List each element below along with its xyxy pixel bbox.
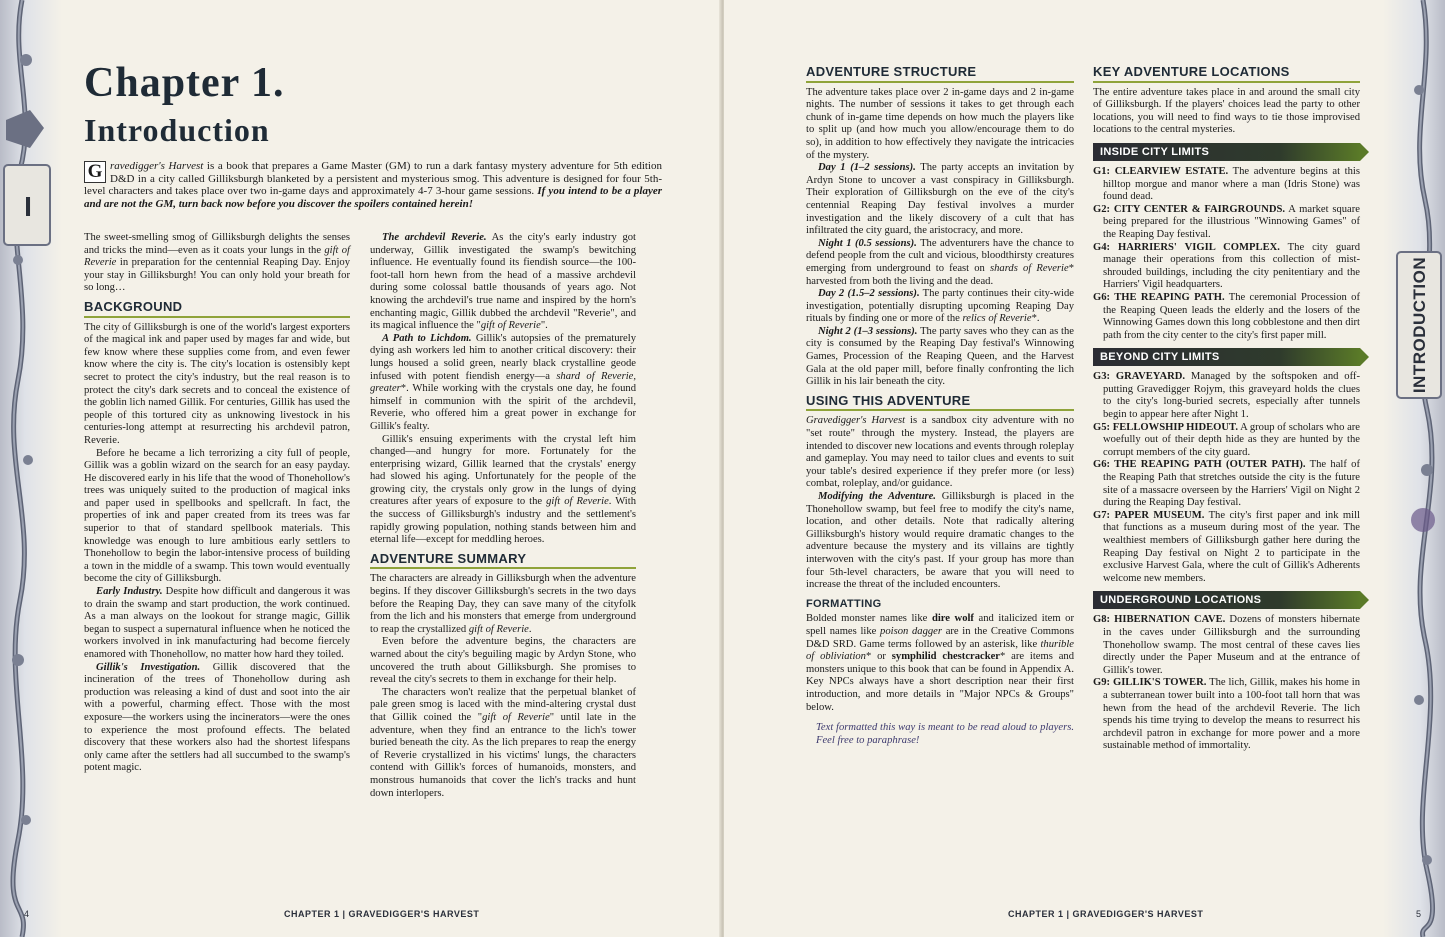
intro-text: is a book that prepares a Game Master (GM) to run a dark fantasy mystery adventure for 5th edition D&D in a city called Gilliksburgh blanketed by a persistent and mysterious smog. This adventure is designed for four 5th-level characters and takes place over two in-game days and approximately 4-7 3-hour game sessions.: [84, 160, 662, 198]
chapter-title-line1: Chapter 1.: [84, 60, 285, 106]
flavor-paragraph: The sweet-smelling smog of Gilliksburgh delights the senses and tricks the mind—even as it coats your lungs in the gift of Reverie in preparation for the centennial Reaping Day. Enjoy your stay in Gilliksburgh! You can only hold your breath for so long…: [84, 232, 350, 294]
lichdom-paragraph: A Path to Lichdom. Gillik's autopsies of the prematurely dying ash workers led him to another critical discovery: their lungs housed a solid green, nearly black crystalline geode infused with potent fiendish energy—a shard of Reverie, greater*. While working with the crystals one day, he found himself in communion with the spirit of the archdevil, Reverie, who offered him a great power in exchange for Gillik's fealty.: [370, 332, 636, 432]
ornament-vine-icon: [1383, 0, 1445, 937]
ornamental-border-left: [0, 0, 62, 937]
modifying-paragraph: Modifying the Adventure. Gilliksburgh is placed in the Thonehollow swamp, but feel free to modify the city's name, location, and other details. Note that radically altering Gilliksburgh's history would require dramatic changes to the adventure because the mystery and its villains are tightly interwoven with the city's past. If your group has more than four 5th-level characters, be aware that you will need to increase the threat of the included encounters.: [806, 491, 1074, 591]
left-page: [0, 0, 721, 937]
column-3: [806, 66, 1074, 747]
location-g5: G5: FELLOWSHIP HIDEOUT. A group of scholars who are woefully out of their depth hide as they are hunted by the corrupt members of the city guard.: [1093, 421, 1360, 458]
early-industry-paragraph: Early Industry. Despite how difficult and dangerous it was to drain the swamp and start production, the work continued. As a man always on the lookout for strange magic, Gillik began to suspect a supernatural influence when he noticed the workers involved in ink manufacturing had become fiercely enamored with Thonehollow, no matter how hard they toiled.: [84, 586, 350, 660]
structure-paragraph: The adventure takes place over 2 in-game days and 2 in-game nights. The number of sessions it takes to get through each chunk of in-game time depends on how much the players like to split up (and how much you allow/encourage them to do so), in addition to how effectively they navigate the intricacies of the mystery.: [806, 86, 1074, 161]
summary-paragraph-1: The characters are already in Gilliksburgh when the adventure begins. If they discover Gilliksburgh's secrets in the two days before the Reaping Day, they can save many of the cityfolk from the lich and his monsters that emerge from underground to reap the crystallized gift of Reverie.: [370, 573, 636, 635]
heading-key-locations: KEY ADVENTURE LOCATIONS: [1093, 66, 1360, 83]
archdevil-paragraph: The archdevil Reverie. As the city's early industry got underway, Gillik investigated the swamp's bewitching influence. He eventually found its fiendish source—the 100-foot-tall horn hewn from the head of a massive archdevil during some colossal battle thousands of years ago. Not knowing the archdevil's true name and inspired by the horn's enchanting magic, Gillik dubbed the archdevil "Reverie", and its magical influence the "gift of Reverie".: [370, 232, 636, 332]
location-g1: G1: CLEARVIEW ESTATE. The adventure begins at this hilltop morgue and manor where a man (Idris Stone) was found dead.: [1093, 165, 1360, 203]
section-side-tab: [1401, 255, 1439, 395]
footer-left: CHAPTER 1 | GRAVEDIGGER'S HARVEST: [284, 909, 480, 919]
read-aloud-example: Text formatted this way is meant to be read aloud to players. Feel free to paraphrase!: [816, 722, 1074, 746]
ornamental-border-right: [1383, 0, 1445, 937]
location-g6: G6: THE REAPING PATH. The ceremonial Procession of the Reaping Queen leads the elderly and the losers of the Winnowing Games down this long cobblestone and then dirt path from the city center to the city's first paper mill.: [1093, 291, 1361, 341]
location-g2: G2: CITY CENTER & FAIRGROUNDS. A market square being prepared for the illustrious "Winnowing Games" of the Reaping Day festival.: [1093, 203, 1360, 240]
chapter-title-line2: Introduction: [84, 112, 270, 148]
background-paragraph-1: The city of Gilliksburgh is one of the world's largest exporters of the magical ink and paper used by mages far and wide, but few know where these supplies come from, and even fewer know where the city is. The city's location is ostensibly kept secret to protect the city's industry, but the real reason is to protect the city's dark secrets and to conceal the existence of the goblin lich named Gillik. For centuries, Gillik has used the people of this tortured city as unknowing livestock in his centuries-long attempt at resurrecting his archdevil patron, Reverie.: [84, 321, 350, 446]
banner-beyond-city-limits: BEYOND CITY LIMITS: [1093, 348, 1360, 366]
footer-right: CHAPTER 1 | GRAVEDIGGER'S HARVEST: [1008, 909, 1204, 919]
location-g3: G3: GRAVEYARD. Managed by the softspoken and off-putting Gravedigger Rojym, this graveyard holds the clues to the city's long-buried secrets, especially after tunnels begin to appear here after Night 1.: [1093, 371, 1360, 421]
summary-paragraph-3: The characters won't realize that the perpetual blanket of pale green smog is laced with the mind-altering crystal dust that Gillik coined the "gift of Reverie" until late in the adventure, when they find an entrance to the lich's tower buried beneath the city. As the lich prepares to reap the energy of Reverie crystallized in his victims' lungs, the characters contend with Gillik's forces of humanoids, monsters, and monstrous humanoids that cover the lich's tracks and hunt down interlopers.: [370, 686, 636, 799]
chapter-title: [84, 62, 285, 146]
intro-title-italic: ravedigger's Harvest: [110, 160, 204, 172]
location-g7: G7: PAPER MUSEUM. The city's first paper and ink mill that functions as a museum during most of the year. The wealthiest members of Gilliksburgh gather here during the Reaping Day festival on Night 2 to participate in the exclusive Harvest Gala, where the cult of Gillik's Adherents welcome new members.: [1093, 509, 1360, 584]
page-number-right: 5: [1415, 909, 1421, 919]
page-number-left: 4: [24, 909, 30, 919]
using-paragraph: Gravedigger's Harvest is a sandbox city adventure with no "set route" through the mystery. Instead, the players are intended to discover new locations and events through roleplay and gameplay. You may need to tailor clues and events to suit your table's desired experience if they prefer more (or less) combat, roleplay, and/or guidance.: [806, 415, 1074, 490]
day2-paragraph: Day 2 (1.5–2 sessions). The party continues their city-wide investigation, potentially disrupting upcoming Reaping Day rituals by finding one or more of the relics of Reverie*.: [806, 288, 1074, 325]
locations-paragraph: The entire adventure takes place in and around the small city of Gilliksburgh. If the players' choices lead the party to other locations, you will need to find ways to tie those improvised locations to the central mysteries.: [1093, 86, 1360, 136]
side-tab-label: INTRODUCTION: [1410, 256, 1430, 394]
column-4: [1093, 66, 1360, 753]
location-g4: G4: HARRIERS' VIGIL COMPLEX. The city guard manage their operations from this collection of mist-shrouded buildings, including the city penitentiary and the Harriers' Vigil headquarters.: [1093, 241, 1361, 291]
banner-underground-locations: UNDERGROUND LOCATIONS: [1093, 591, 1360, 609]
day1-paragraph: Day 1 (1–2 sessions). The party accepts an invitation by Ardyn Stone to uncover a vast conspiracy in Gilliksburgh. Their exploration of Gilliksburgh on the eve of the city's centennial Reaping Day festival involves a murder investigation and the likely discovery of a cult that has infiltrated the city guard, the aristocracy, and more.: [806, 162, 1075, 237]
ornament-vine-icon: [0, 0, 62, 937]
heading-adventure-structure: ADVENTURE STRUCTURE: [806, 66, 1074, 83]
spoiler-warning: If you intend to be a player and are not the GM, turn back now before you discover the spoilers contained herein!: [84, 185, 662, 210]
heading-adventure-summary: ADVENTURE SUMMARY: [370, 553, 636, 570]
column-1: [84, 232, 350, 775]
location-g6-outer: G6: THE REAPING PATH (OUTER PATH). The half of the Reaping Path that stretches outside the city is the future site of a massacre overseen by the Harriers' Vigil on Night 2 during the Reaping Day festival.: [1093, 459, 1360, 509]
column-2: [370, 232, 636, 800]
dropcap: G: [84, 161, 106, 183]
formatting-paragraph: Bolded monster names like dire wolf and italicized item or spell names like poison dagger are in the Creative Commons D&D SRD. Game terms followed by an asterisk, like thurible of obliviation* or symphilid chestcracker* are items and monsters unique to this book that can be found in Appendix A. Key NPCs always have a short description near their first introduction, and more details in "Major NPCs & Groups" below.: [806, 613, 1074, 713]
location-g8: G8: HIBERNATION CAVE. Dozens of monsters hibernate in the caves under Gilliksburgh and the surrounding Thonehollow swamp. The most central of these caves lies directly under the Paper Museum and at the entrance of Gillik's tower.: [1093, 614, 1360, 676]
heading-background: BACKGROUND: [84, 301, 350, 318]
chapter-tab: I: [24, 191, 32, 222]
background-paragraph-2: Before he became a lich terrorizing a city full of people, Gillik was a goblin wizard on the search for an easy payday. He discovered early in his life that the wood of Thonehollow's trees was uniquely suited to the production of magical inks and paper used in spellbooks and spellcraft. In fact, the properties of ink and paper created from its trees was far superior to that of standard spellbook materials. This knowledge was enough to lure ambitious early settlers to Thonehollow to begin the labor-intensive process of building a town in the middle of a swamp. This town would eventually become the city of Gilliksburgh.: [84, 447, 350, 585]
intro-paragraph: [84, 160, 662, 210]
experiments-paragraph: Gillik's ensuing experiments with the crystal left him changed—and hungry for more. Fortunately for the enterprising wizard, Gillik learned that the crystals' energy had slowed his aging. Unfortunately for the people of the growing city, the crystals only grow in the lungs of dying creatures after years of exposure to the gift of Reverie. With the success of Gilliksburgh's industry and the settlement's rapidly growing population, nothing stands between him and eternal life—except for meddling heroes.: [370, 433, 636, 546]
banner-inside-city-limits: INSIDE CITY LIMITS: [1093, 143, 1360, 161]
heading-using-this-adventure: USING THIS ADVENTURE: [806, 395, 1074, 412]
heading-formatting: FORMATTING: [806, 597, 882, 610]
night2-paragraph: Night 2 (1–3 sessions). The party saves who they can as the city is consumed by the Reaping Day festival's Winnowing Games, Procession of the Reaping Queen, and the Harvest Gala at the old paper mill, before finally confronting the lich Gillik in his lair beneath the city.: [806, 325, 1074, 388]
investigation-paragraph: Gillik's Investigation. Gillik discovered that the incineration of the trees of Thonehollow during ash production was releasing a kind of dust and soot into the air with a powerful, charming effect. Those with the most exposure—the workers using the incinerators—were the ones to experience the most profound effects. The belated discovery that these workers also had the shortest lifespans only came after the settlers had all succumbed to the swamp's potent magic.: [84, 661, 350, 774]
location-g9: G9: GILLIK'S TOWER. The lich, Gillik, makes his home in a subterranean tower built into a 100-foot tall horn that was hewn from the head of the archdevil Reverie. The lich spends his time trying to develop the means to resurrect his archdevil patron in exchange for more power and a more sustainable method of immortality.: [1093, 677, 1360, 752]
night1-paragraph: Night 1 (0.5 sessions). The adventurers have the chance to defend people from the cult and vicious, bloodthirsty creatures emerging from underground to feast on shards of Reverie* harvested from both the living and the dead.: [806, 237, 1074, 287]
summary-paragraph-2: Even before the adventure begins, the characters are warned about the city's beguiling magic by Ardyn Stone, who uncovered the truth about Gilliksburgh. She promises to reveal the city's secrets to them in exchange for their help.: [370, 636, 636, 686]
